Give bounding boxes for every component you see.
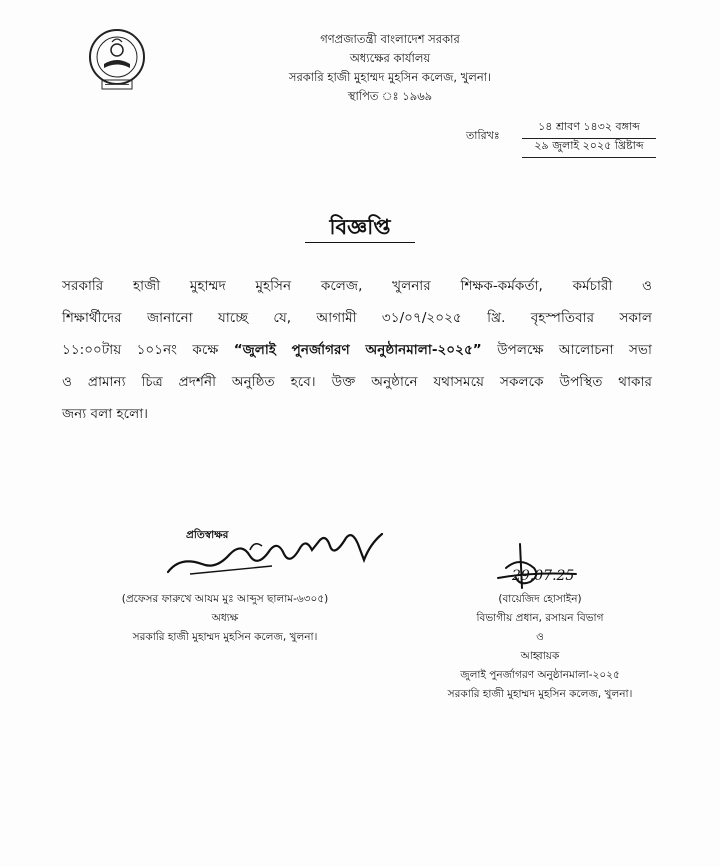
established-year: স্থাপিত ঃ ১৯৬৯ <box>347 89 433 103</box>
notice-line-1: সরকারি হাজী মুহাম্মদ মুহসিন কলেজ, খুলনার শিক্ষক-কর্মকর্তা, কর্মচারী ও <box>62 278 652 294</box>
notice-line-2: শিক্ষার্থীদের জানানো যাচ্ছে যে, আগামী ৩১/০৭/২০২৫ খ্রি. বৃহস্পতিবার সকাল <box>62 310 652 326</box>
date-label: তারিখঃ <box>466 129 500 142</box>
notice-title: বিজ্ঞপ্তি <box>305 212 415 243</box>
convener-role: আহ্বায়ক <box>520 650 560 662</box>
convener-institution: সরকারি হাজী মুহাম্মদ মুহসিন কলেজ, খুলনা। <box>447 688 633 700</box>
countersign-label: প্রতিস্বাক্ষর <box>186 529 229 541</box>
principal-designation: অধ্যক্ষ <box>211 612 239 624</box>
office-name: অধ্যক্ষের কার্যালয় <box>349 51 431 65</box>
signature-date: 29.07.25 <box>512 568 575 584</box>
notice-occasion: উপলক্ষে আলোচনা সভা <box>481 342 653 358</box>
notice-line-5: জন্য বলা হলো। <box>62 406 149 422</box>
college-logo-icon <box>84 26 150 92</box>
government-name: গণপ্রজাতন্ত্রী বাংলাদেশ সরকার <box>320 32 460 46</box>
notice-line-3 <box>62 334 652 366</box>
principal-signature-icon <box>150 520 410 590</box>
principal-name: (প্রফেসর ফারুখে আযম মুঃ আব্দুস ছালাম-৬৩০৫) <box>121 593 329 605</box>
convener-designation: বিভাগীয় প্রধান, রসায়ন বিভাগ <box>476 612 604 624</box>
date-gregorian: ২৯ জুলাই ২০২৫ খ্রিষ্টাব্দ <box>522 137 656 158</box>
notice-line-4: ও প্রামান্য চিত্র প্রদর্শনী অনুষ্ঠিত হবে। উক্ত অনুষ্ঠানে যথাসময়ে সকলকে উপস্থিত থাকার <box>62 374 652 390</box>
notice-body <box>62 270 652 430</box>
principal-block <box>60 590 390 647</box>
notice-time-room: ১১:০০টায় ১০১নং কক্ষে <box>62 342 234 358</box>
convener-conjunction: ও <box>536 631 544 643</box>
convener-block <box>395 590 685 704</box>
event-name: “জুলাই পুনর্জাগরণ অনুষ্ঠানমালা-২০২৫” <box>233 342 482 358</box>
convener-name: (বায়েজিদ হোসাইন) <box>498 593 582 605</box>
date-bengali: ১৪ শ্রাবণ ১৪৩২ বঙ্গাব্দ <box>522 118 656 139</box>
principal-institution: সরকারি হাজী মুহাম্মদ মুহসিন কলেজ, খুলনা। <box>132 631 318 643</box>
college-name: সরকারি হাজী মুহাম্মদ মুহসিন কলেজ, খুলনা। <box>288 70 492 84</box>
convener-event: জুলাই পুনর্জাগরণ অনুষ্ঠানমালা-২০২৫ <box>460 669 620 681</box>
office-header <box>220 30 560 106</box>
